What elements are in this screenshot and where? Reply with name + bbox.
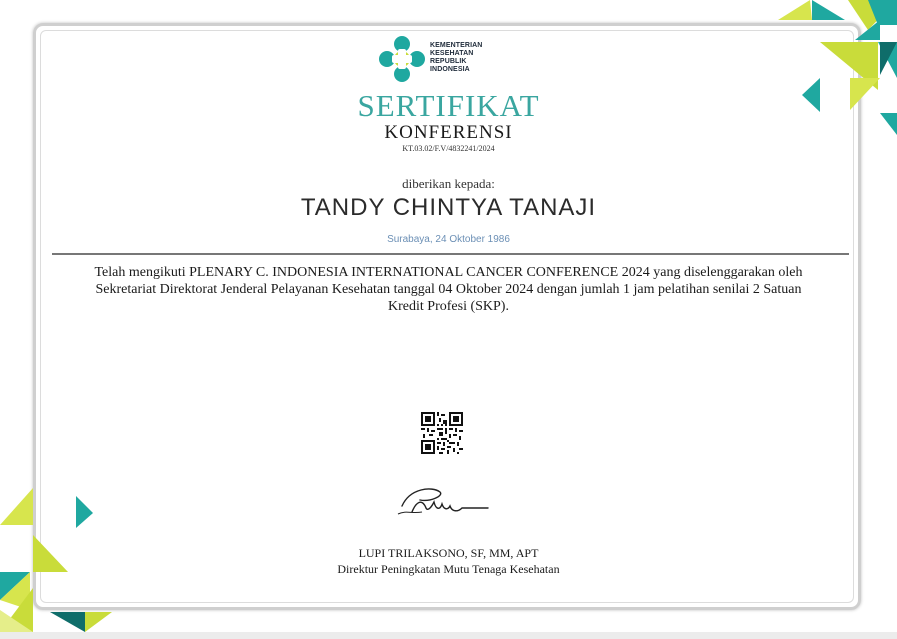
given-to-label: diberikan kepada: (402, 176, 495, 191)
logo-line: KEMENTERIAN (430, 42, 483, 49)
certificate-subtitle: KONFERENSI (384, 122, 513, 143)
logo-line: KESEHATAN (430, 50, 474, 57)
decor-triangle (50, 612, 85, 632)
signer-title: Direktur Peningkatan Mutu Tenaga Kesehatan (337, 562, 560, 576)
logo-line: REPUBLIK (430, 58, 467, 65)
decor-triangle (0, 488, 33, 525)
decor-triangle (778, 0, 812, 20)
certificate-title: SERTIFIKAT (357, 88, 540, 123)
qr-code-icon (421, 412, 463, 454)
ministry-logo-icon (377, 34, 427, 84)
ministry-logo-text (430, 42, 482, 74)
certificate-reference-number: KT.03.02/F.V/4832241/2024 (402, 144, 495, 153)
decor-triangle (85, 612, 112, 632)
recipient-name: TANDY CHINTYA TANAJI (300, 194, 597, 221)
decor-triangle (812, 0, 845, 20)
logo-line: INDONESIA (430, 66, 470, 73)
signature-mark (392, 480, 492, 520)
certificate-body-text: Telah mengikuti PLENARY C. INDONESIA INTERNATIONAL CANCER CONFERENCE 2024 yang diselenggarakan oleh Sekretariat Direktorat Jenderal Pelayanan Kesehatan tanggal 04 Oktober 2024 dengan jumlah 1 jam pelatihan senilai 2 Satuan Kredit Profesi (SKP). (94, 265, 803, 314)
divider (52, 253, 849, 255)
signer-name: LUPI TRILAKSONO, SF, MM, APT (358, 546, 539, 560)
recipient-birth-info: Surabaya, 24 Oktober 1986 (387, 234, 510, 245)
decor-triangle (76, 496, 93, 528)
